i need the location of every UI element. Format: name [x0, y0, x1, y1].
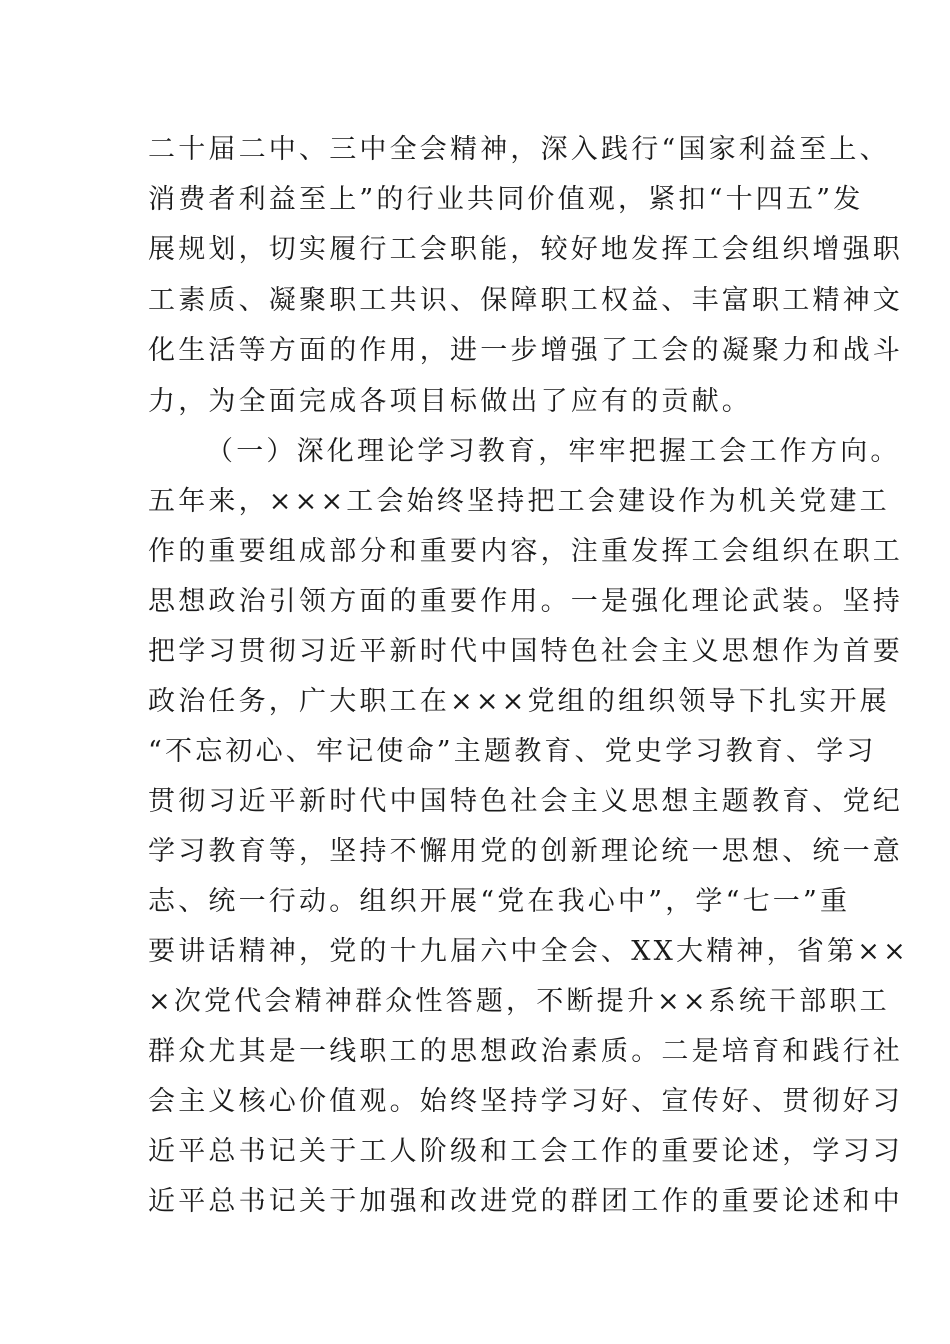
text-line: 作的重要组成部分和重要内容，注重发挥工会组织在职工 — [148, 536, 903, 567]
text-line: 群众尤其是一线职工的思想政治素质。二是培育和践行社 — [148, 1036, 903, 1067]
text-line: 二十届二中、三中全会精神，深入践行“国家利益至上、 — [148, 134, 890, 165]
text-line: 五年来，×××工会始终坚持把工会建设作为机关党建工 — [148, 486, 890, 517]
text-line: 把学习贯彻习近平新时代中国特色社会主义思想作为首要 — [148, 636, 903, 667]
text-line: 力，为全面完成各项目标做出了应有的贡献。 — [148, 386, 752, 417]
text-line: 贯彻习近平新时代中国特色社会主义思想主题教育、党纪 — [148, 786, 903, 817]
text-line: 消费者利益至上”的行业共同价值观，紧扣“十四五”发 — [148, 184, 864, 215]
text-line: ×次党代会精神群众性答题，不断提升××系统干部职工 — [148, 986, 890, 1017]
text-line: 学习教育等，坚持不懈用党的创新理论统一思想、统一意 — [148, 836, 903, 867]
text-line: 工素质、凝聚职工共识、保障职工权益、丰富职工精神文 — [148, 285, 903, 316]
text-line: 展规划，切实履行工会职能，较好地发挥工会组织增强职 — [148, 234, 903, 265]
text-line: “不忘初心、牢记使命”主题教育、党史学习教育、学习 — [148, 736, 877, 767]
text-line: 化生活等方面的作用，进一步增强了工会的凝聚力和战斗 — [148, 335, 903, 366]
text-line: 近平总书记关于工人阶级和工会工作的重要论述，学习习 — [148, 1136, 903, 1167]
text-line: 要讲话精神，党的十九届六中全会、XX大精神，省第×× — [148, 936, 909, 967]
text-line: 思想政治引领方面的重要作用。一是强化理论武装。坚持 — [148, 586, 903, 617]
text-line: 近平总书记关于加强和改进党的群团工作的重要论述和中 — [148, 1186, 903, 1217]
text-line: 志、统一行动。组织开展“党在我心中”，学“七一”重 — [148, 886, 851, 917]
section-heading: （一）深化理论学习教育，牢牢把握工会工作方向。 — [206, 436, 901, 467]
text-line: 会主义核心价值观。始终坚持学习好、宣传好、贯彻好习 — [148, 1086, 903, 1117]
text-line: 政治任务，广大职工在×××党组的组织领导下扎实开展 — [148, 686, 890, 717]
